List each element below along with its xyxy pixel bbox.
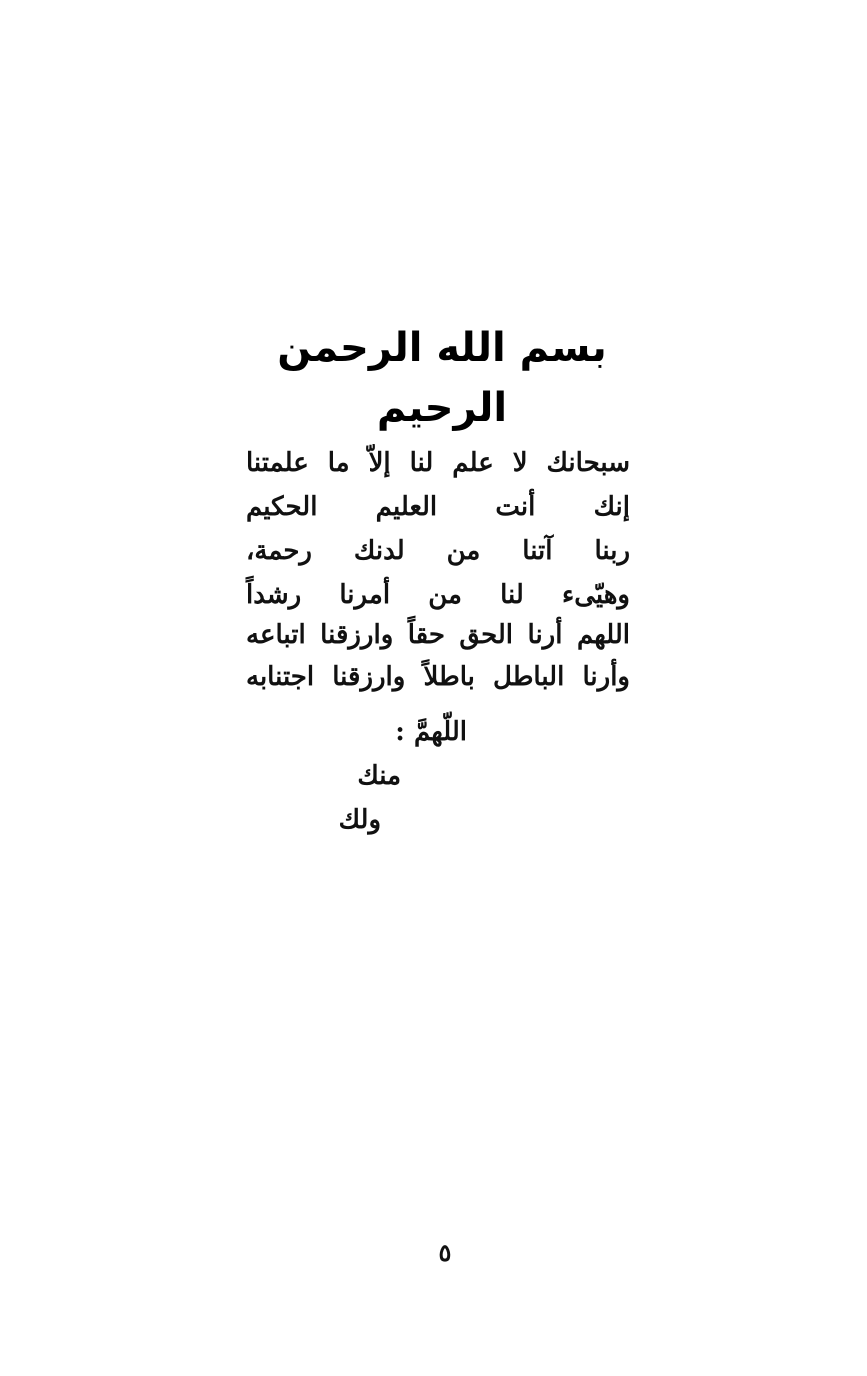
verse-line-6: وأرنا الباطل باطلاً وارزقنا اجتنابه xyxy=(246,662,630,692)
verse-line-2: إنك أنت العليم الحكيم xyxy=(246,492,630,522)
page-number: ٥ xyxy=(438,1238,452,1267)
closing-line-1: اللّهمَّ : xyxy=(395,717,467,747)
closing-line-3: ولك xyxy=(338,805,381,835)
verse-line-3: ربنا آتنا من لدنك رحمة، xyxy=(246,536,630,566)
verse-line-1: سبحانك لا علم لنا إلاّ ما علمتنا xyxy=(246,448,630,478)
verse-line-5: اللهم أرنا الحق حقاً وارزقنا اتباعه xyxy=(246,620,630,650)
verse-line-4: وهيّىء لنا من أمرنا رشداً xyxy=(246,580,630,610)
basmala-heading: بسم الله الرحمن الرحيم xyxy=(277,325,607,431)
closing-line-2: منك xyxy=(357,761,401,791)
